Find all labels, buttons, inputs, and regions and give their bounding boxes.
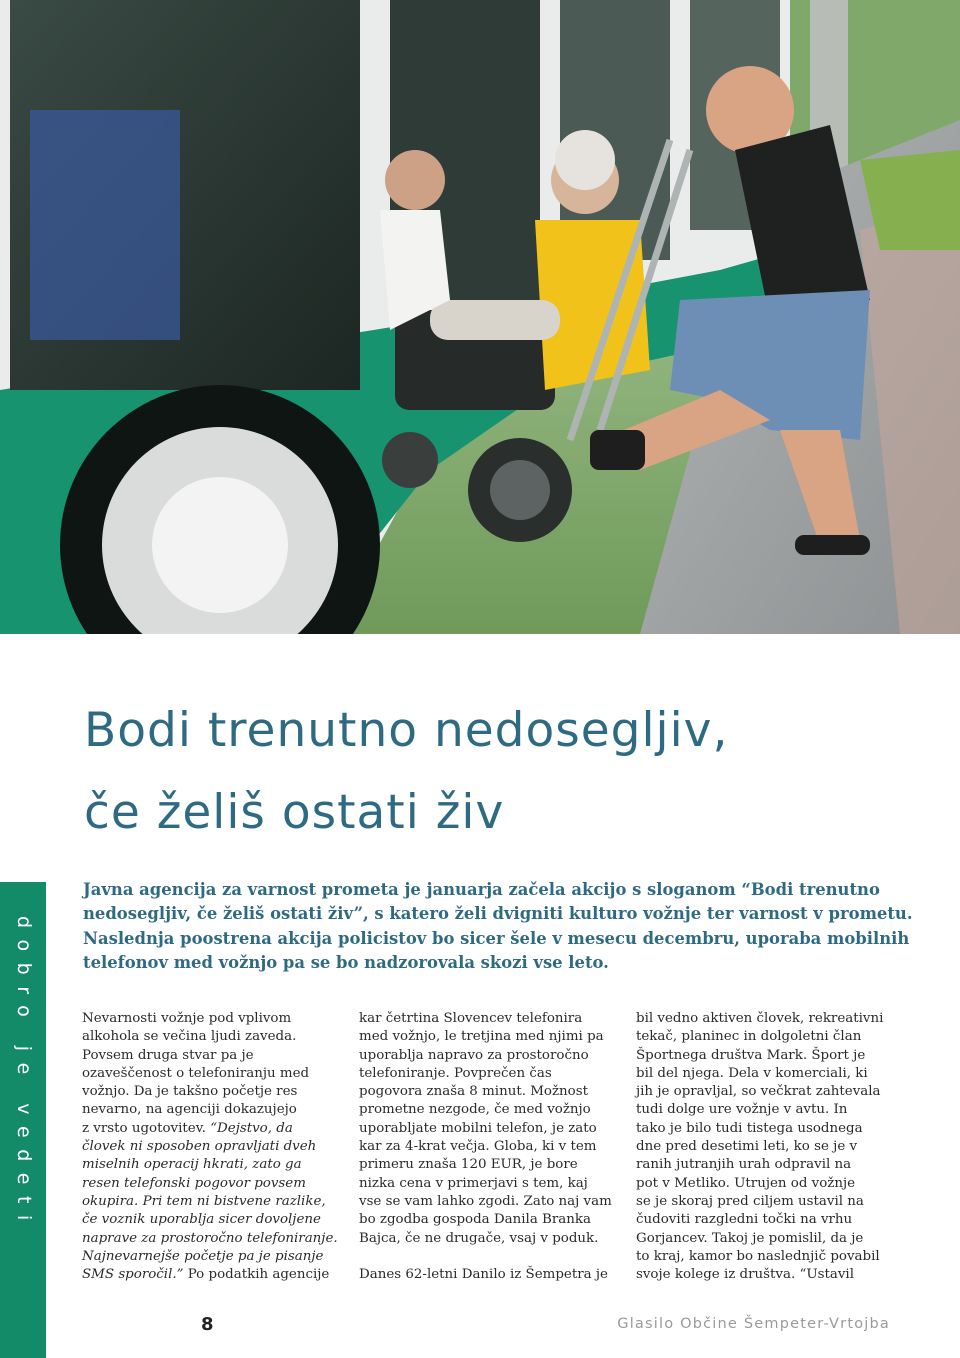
column-line: Povsem druga stvar pa je	[82, 1047, 254, 1063]
column-line: uporabljate mobilni telefon, je zato	[359, 1120, 597, 1136]
column-line: bil del njega. Dela v komerciali, ki	[636, 1065, 868, 1081]
article-lead: Javna agencija za varnost prometa je januarja začela akcijo s sloganom “Bodi trenutno nedosegljiv, če želiš ostati živ”, s katero želi dvigniti kulturo vožnje ter varnost v prometu. Naslednja poostrena akcija policistov bo sicer šele v mesecu decembru, uporaba mobilnih telefonov med vožnjo pa se bo nadzorovala skozi vse leto.	[83, 880, 913, 973]
column-line-mixed	[82, 1266, 332, 1284]
column-line: Danes 62-letni Danilo iz Šempetra je	[359, 1267, 608, 1283]
column-line: se je skoraj pred ciljem ustavil na	[636, 1193, 864, 1209]
column-quote: miselnih operacij hkrati, zato ga	[82, 1157, 302, 1173]
column-line: pogovora znaša 8 minut. Možnost	[359, 1084, 588, 1100]
column-line-quote	[82, 1193, 332, 1211]
column-line-quote	[82, 1175, 332, 1193]
column-text: Po podatkih agencije	[187, 1267, 330, 1283]
column-line-quote	[82, 1230, 338, 1248]
column-line: nizka cena v primerjavi s tem, kaj	[359, 1175, 588, 1191]
column-line: kar četrtina Slovencev telefonira	[359, 1011, 583, 1026]
column-line: pot v Metliko. Utrujen od vožnje	[636, 1175, 856, 1191]
column-line: telefoniranje. Povprečen čas	[359, 1065, 552, 1081]
column-line-quote	[82, 1138, 332, 1156]
column-line: prometne nezgode, če med vožnjo	[359, 1102, 591, 1118]
column-line: čudoviti razgledni točki na vrhu	[636, 1212, 853, 1228]
section-label: dobro je vedeti	[13, 916, 35, 1232]
column-line: med vožnjo, le tretjina med njimi pa	[359, 1029, 604, 1045]
column-quote: SMS sporočil.”	[82, 1267, 184, 1283]
column-line: tako je bilo tudi tistega usodnega	[636, 1120, 863, 1136]
column-line: alkohola se večina ljudi zaveda.	[82, 1029, 297, 1045]
column-line-quote	[82, 1156, 332, 1174]
article-title-line-1: Bodi trenutno nedosegljiv,	[84, 703, 729, 758]
column-quote: okupira.	[82, 1193, 139, 1209]
column-quote: “Dejstvo, da	[210, 1120, 293, 1136]
publication-name: Glasilo Občine Šempeter-Vrtojba	[617, 1316, 890, 1332]
column-quote: če voznik uporablja sicer dovoljene	[82, 1212, 321, 1228]
column-quote: Najnevarnejše početje pa je pisanje	[82, 1248, 324, 1264]
column-line: vožnjo. Da je takšno početje res	[82, 1084, 298, 1100]
article-column-2	[359, 1010, 612, 1284]
column-line: to kraj, kamor bo naslednjič povabil	[636, 1248, 880, 1264]
column-quote: resen telefonski pogovor povsem	[82, 1175, 306, 1191]
column-line: ozaveščenost o telefoniranju med	[82, 1065, 310, 1081]
article-title	[84, 690, 944, 854]
article-column-3	[636, 1010, 886, 1284]
column-line: jih je opravljal, so večkrat zahtevala	[636, 1084, 881, 1100]
column-line: nevarno, na agenciji dokazujejo	[82, 1102, 297, 1118]
column-line: vse se vam lahko zgodi. Zato naj vam	[359, 1193, 612, 1209]
paragraph-gap	[359, 1248, 609, 1266]
column-line: kar za 4-krat večja. Globa, ki v tem	[359, 1139, 597, 1155]
column-line: tudi dolge ure vožnje v avtu. In	[636, 1102, 848, 1118]
column-line-mixed	[82, 1120, 332, 1138]
column-line: Nevarnosti vožnje pod vplivom	[82, 1011, 292, 1026]
column-line-quote	[82, 1248, 332, 1266]
column-line: svoje kolege iz društva. “Ustavil	[636, 1267, 854, 1283]
article-column-1	[82, 1010, 338, 1284]
page-number: 8	[201, 1314, 214, 1335]
article-title-line-2: če želiš ostati živ	[84, 785, 505, 840]
column-quote: človek ni sposoben opravljati dveh	[82, 1139, 317, 1155]
column-line: bil vedno aktiven človek, rekreativni	[636, 1011, 884, 1026]
column-line: bo zgodba gospoda Danila Branka	[359, 1212, 592, 1228]
column-text: z vrsto ugotovitev.	[82, 1120, 206, 1136]
column-line: dne pred desetimi leti, ko se je v	[636, 1139, 858, 1155]
column-line: ranih jutranjih urah odpravil na	[636, 1157, 852, 1173]
column-line: Gorjancev. Takoj je pomislil, da je	[636, 1230, 864, 1246]
column-line-quote	[82, 1211, 332, 1229]
column-line: uporablja napravo za prostoročno	[359, 1047, 589, 1063]
column-quote: naprave za prostoročno telefoniranje.	[82, 1230, 338, 1246]
article-photo	[0, 0, 960, 634]
column-line: primeru znaša 120 EUR, je bore	[359, 1157, 578, 1173]
column-line: tekač, planinec in dolgoletni član	[636, 1029, 862, 1045]
column-line: Športnega društva Mark. Šport je	[636, 1047, 866, 1063]
column-line: Bajca, če ne drugače, vsaj v poduk.	[359, 1230, 599, 1246]
column-quote: Pri tem ni bistvene razlike,	[142, 1193, 326, 1209]
